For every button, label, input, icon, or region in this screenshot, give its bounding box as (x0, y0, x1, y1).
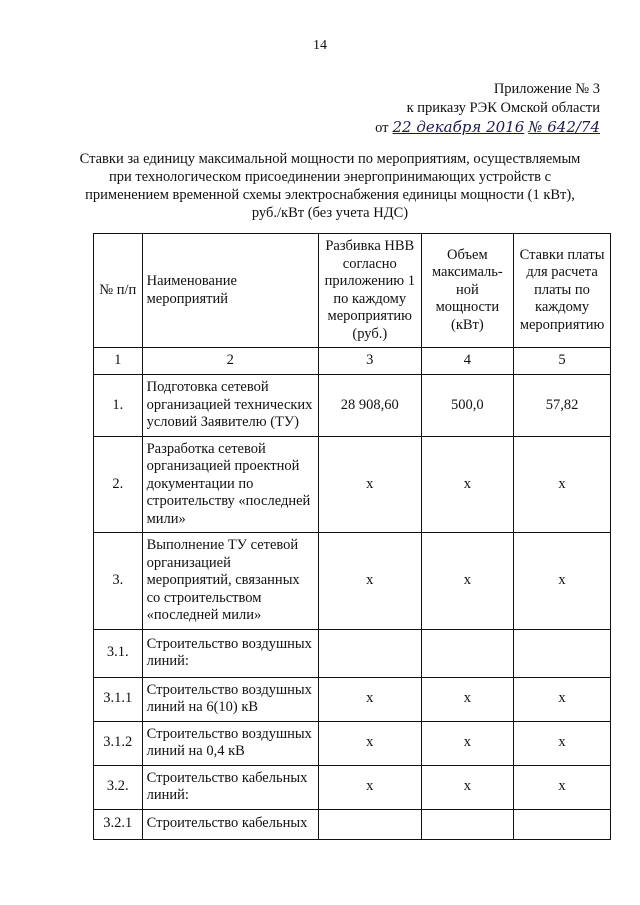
row-col3: х (318, 436, 421, 533)
row-col3 (318, 809, 421, 839)
row-name: Строительство кабельных (142, 809, 318, 839)
row-num: 3.2. (94, 765, 143, 809)
row-num: 1. (94, 375, 143, 437)
row-col5 (514, 809, 611, 839)
row-col4: х (421, 436, 514, 533)
row-col4 (421, 809, 514, 839)
row-name: Строительство воздушных линий на 6(10) кВ (142, 677, 318, 721)
appendix-order-ref: к приказу РЭК Омской области (406, 100, 600, 116)
row-col4: х (421, 721, 514, 765)
row-name: Строительство кабельных линий: (142, 765, 318, 809)
row-col3: х (318, 677, 421, 721)
table-row (94, 375, 611, 437)
table-row (94, 533, 611, 630)
row-col4: 500,0 (421, 375, 514, 437)
row-col4: х (421, 533, 514, 630)
row-num: 3.1. (94, 629, 143, 677)
header-col4: Объем максималь-ной мощности (кВт) (421, 234, 514, 348)
table-row (94, 721, 611, 765)
handwritten-order-number: № 642/74 (528, 118, 600, 136)
col-index-2: 2 (142, 348, 318, 375)
table-row (94, 765, 611, 809)
row-col3: х (318, 533, 421, 630)
row-name: Разработка сетевой организацией проектной документации по строительству «последней мили» (142, 436, 318, 533)
row-col4: х (421, 765, 514, 809)
header-col5: Ставки платы для расчета платы по каждому мероприятию (514, 234, 611, 348)
row-col5: х (514, 533, 611, 630)
row-col4: х (421, 677, 514, 721)
table-header-row (94, 234, 611, 348)
col-index-3: 3 (318, 348, 421, 375)
row-num: 2. (94, 436, 143, 533)
row-col3: 28 908,60 (318, 375, 421, 437)
row-col3: х (318, 765, 421, 809)
row-col3: х (318, 721, 421, 765)
row-col3 (318, 629, 421, 677)
row-num: 3.1.1 (94, 677, 143, 721)
row-col5: 57,82 (514, 375, 611, 437)
row-name: Подготовка сетевой организацией технических условий Заявителю (ТУ) (142, 375, 318, 437)
page-number: 14 (313, 38, 327, 53)
document-title: Ставки за единицу максимальной мощности по мероприятиям, осуществляемым при технологическом присоединении энергопринимающих устройств с применением временной схемы электроснабжения единицы мощности (1 кВт), руб./кВт (без учета НДС) (79, 151, 581, 221)
col-index-5: 5 (514, 348, 611, 375)
row-num: 3.2.1 (94, 809, 143, 839)
header-col3: Разбивка НВВ согласно приложению 1 по каждому мероприятию (руб.) (318, 234, 421, 348)
row-col5: х (514, 721, 611, 765)
row-col4 (421, 629, 514, 677)
handwritten-date: 22 декабря 2016 (392, 118, 525, 136)
appendix-block (375, 80, 600, 138)
rates-table (93, 233, 611, 840)
row-num: 3. (94, 533, 143, 630)
header-num: № п/п (94, 234, 143, 348)
row-name: Строительство воздушных линий: (142, 629, 318, 677)
table-row (94, 629, 611, 677)
table-row (94, 809, 611, 839)
row-col5: х (514, 436, 611, 533)
row-name: Строительство воздушных линий на 0,4 кВ (142, 721, 318, 765)
table-row (94, 677, 611, 721)
col-index-1: 1 (94, 348, 143, 375)
table-row (94, 436, 611, 533)
appendix-date-line (375, 118, 600, 138)
col-index-4: 4 (421, 348, 514, 375)
row-col5: х (514, 677, 611, 721)
appendix-title: Приложение № 3 (493, 81, 600, 97)
row-num: 3.1.2 (94, 721, 143, 765)
row-col5 (514, 629, 611, 677)
column-index-row (94, 348, 611, 375)
date-prefix: от (375, 120, 389, 136)
header-name: Наименование мероприятий (142, 234, 318, 348)
row-col5: х (514, 765, 611, 809)
row-name: Выполнение ТУ сетевой организацией мероприятий, связанных со строительством «последней мили» (142, 533, 318, 630)
